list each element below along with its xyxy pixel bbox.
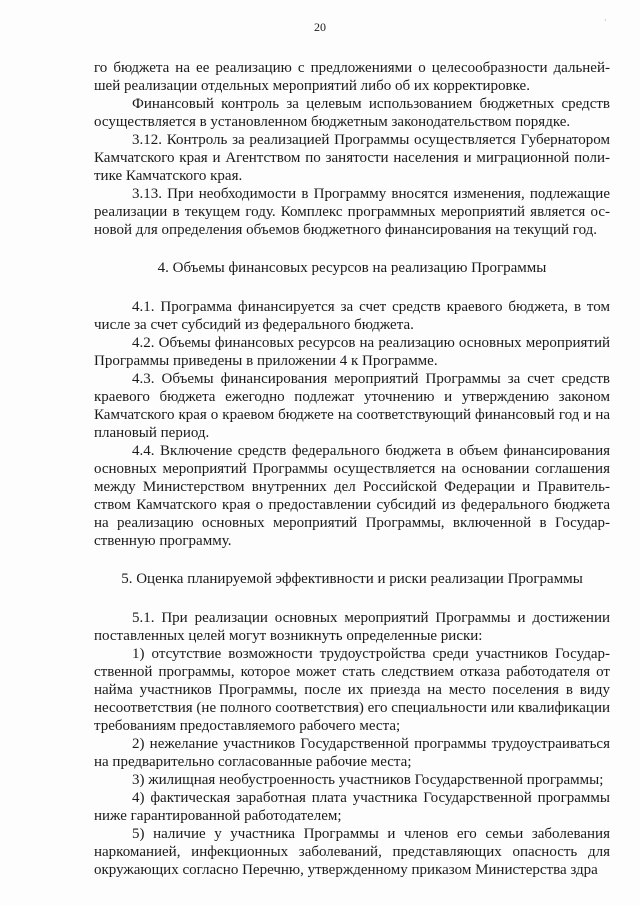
spacer (94, 588, 610, 609)
section-4-heading: 4. Объемы финансовых ресурсов на реализацию Программы (157, 260, 547, 276)
list-item-risk-5: 5) наличие у участника Программы и членов его семьи заболевания наркоманией, инфекционных заболеваний, представляющих опасность для окружающих согласно Перечню, утвержденному приказом Министерства здра (94, 826, 610, 878)
paragraph-4-3: 4.3. Объемы финансирования мероприятий Программы за счет средств краевого бюджета ежегодно подлежат уточнению и утверждению законом Камчатского края о краевом бюджете на соответствующий финансовый год и на плановый период. (94, 371, 610, 441)
list-item-risk-4: 4) фактическая заработная плата участника Государственной программы ниже гарантированной работодателем; (94, 790, 610, 824)
section-5-heading: 5. Оценка планируемой эффективности и риски реализации Программы (121, 571, 583, 587)
page-number: 20 (314, 20, 326, 34)
list-item-risk-2: 2) нежелание участников Государственной программы трудоустраиваться на предварительно согласованные рабочие места; (94, 736, 610, 770)
paragraph-3-12: 3.12. Контроль за реализацией Программы осуществляется Губернатором Камчатского края и Агентством по занятости населения и миграционной политике Камчатского края. (94, 132, 610, 184)
paragraph-3-13: 3.13. При необходимости в Программу вносятся изменения, подлежащие реализации в текущем году. Комплекс программных мероприятий является основой для определения объемов бюджетного финансирования на текущий год. (94, 186, 610, 238)
corner-mark: · (604, 16, 607, 25)
paragraph-continuation: го бюджета на ее реализацию с предложениями о целесообразности дальнейшей реализации отдельных мероприятий либо об их корректировке. (94, 60, 610, 94)
spacer (94, 550, 610, 570)
list-item-risk-1: 1) отсутствие возможности трудоустройства среди участников Государственной программы, которое может стать следствием отказа работодателя от найма участников Программы, после их приезда на место поселения в виду несоответствия (не полного соответствия) его специальности или квалификации требованиям предоставляемого рабочего места; (94, 646, 611, 734)
document-body (94, 59, 610, 879)
paragraph-financial-control: Финансовый контроль за целевым использованием бюджетных средств осуществляется в установленном бюджетным законодательством порядке. (94, 96, 610, 130)
paragraph-4-4: 4.4. Включение средств федерального бюджета в объем финансирования основных мероприятий Программы осуществляется на основании соглашения между Министерством внутренних дел Российской Федерации и Правительством Камчатского края о предоставлении субсидий из федерального бюджета на реализацию основных мероприятий Программы, включенной в Государственную программу. (94, 443, 610, 549)
paragraph-5-1: 5.1. При реализации основных мероприятий Программы и достижении поставленных целей могут возникнуть определенные риски: (94, 610, 610, 644)
paragraph-4-2: 4.2. Объемы финансовых ресурсов на реализацию основных мероприятий Программы приведены в приложении 4 к Программе. (94, 335, 610, 369)
list-item-risk-3: 3) жилищная необустроенность участников Государственной программы; (132, 772, 604, 788)
spacer (94, 277, 610, 298)
spacer (94, 239, 610, 259)
paragraph-4-1: 4.1. Программа финансируется за счет средств краевого бюджета, в том числе за счет субсидий из федерального бюджета. (94, 299, 610, 333)
